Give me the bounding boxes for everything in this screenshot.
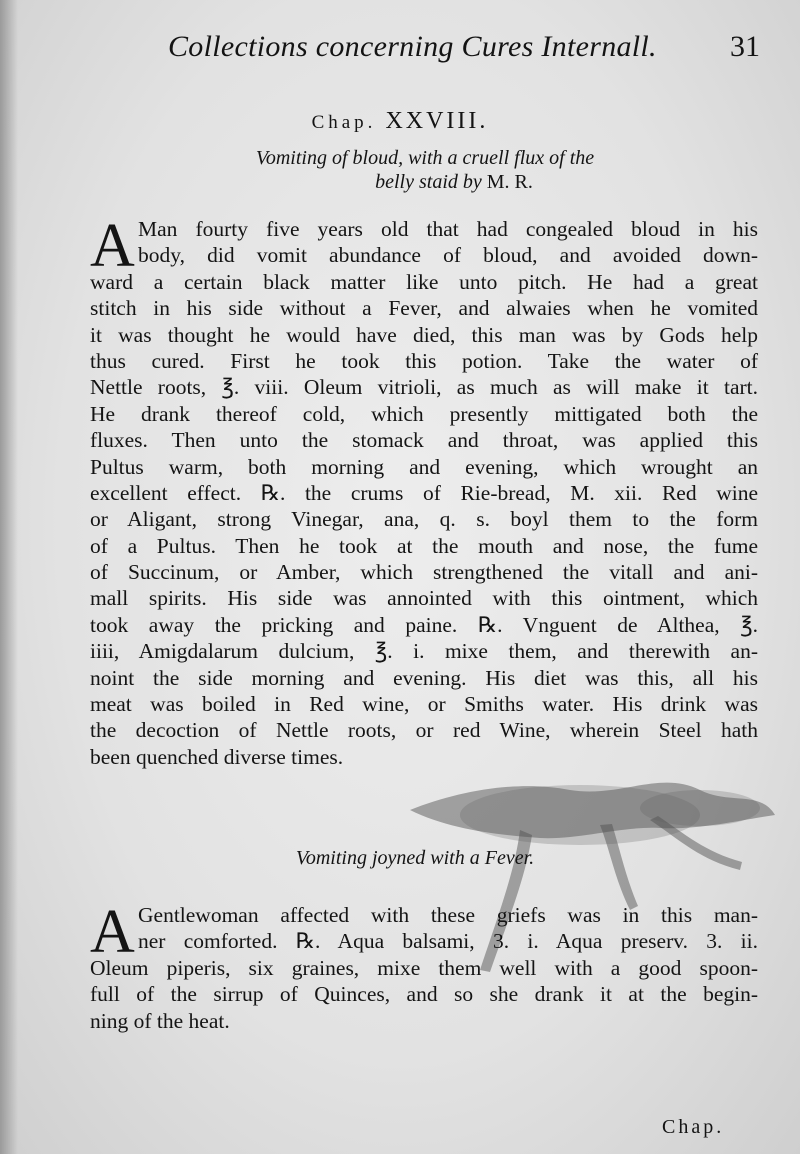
text-line: thus cured. First he took this potion. Take the water of	[90, 348, 758, 373]
chapter-prefix: Chap.	[311, 112, 377, 133]
text-line: of Succinum, or Amber, which strengthened the vitall and ani-	[90, 560, 758, 585]
title-italic-part: belly staid by	[375, 171, 482, 193]
chapter-title-line-1: Vomiting of bloud, with a cruell flux of the	[255, 147, 595, 169]
text-line: meat was boiled in Red wine, or Smiths water. His drink was	[90, 692, 758, 717]
text-line: iiii, Amigdalarum dulcium, ℥. i. mixe them, and therewith an-	[90, 639, 758, 664]
text-line: took away the pricking and paine. ℞. Vnguent de Althea, ℥.	[90, 612, 758, 637]
text-line: the decoction of Nettle roots, or red Wine, wherein Steel hath	[90, 718, 758, 743]
paragraph-section-1	[90, 212, 758, 770]
text-line: or Aligant, strong Vinegar, ana, q. s. boyl them to the form	[90, 507, 758, 532]
text-line: Man fourty five years old that had congealed bloud in his	[138, 217, 758, 241]
text-line: Oleum piperis, six graines, mixe them well with a good spoon-	[90, 955, 758, 980]
text-line: Pultus warm, both morning and evening, which wrought an	[90, 454, 758, 479]
text-line: it was thought he would have died, this man was by Gods help	[90, 322, 758, 347]
chapter-number: XXVIII.	[385, 108, 489, 134]
running-head: Collections concerning Cures Internall.	[168, 30, 657, 63]
text-line: noint the side morning and evening. His diet was this, all his	[90, 665, 758, 690]
text-line: full of the sirrup of Quinces, and so she drank it at the begin-	[90, 982, 758, 1007]
catchword: Chap.	[662, 1116, 725, 1138]
chapter-title-line-2	[0, 171, 800, 194]
text-line: ward a certain black matter like unto pitch. He had a great	[90, 269, 758, 294]
text-line: ner comforted. ℞. Aqua balsami, 3. i. Aqua preserv. 3. ii.	[138, 929, 758, 954]
text-line: excellent effect. ℞. the crums of Rie-bread, M. xii. Red wine	[90, 480, 758, 505]
text-line: He drank thereof cold, which presently mittigated both the	[90, 401, 758, 426]
paragraph-section-2	[90, 898, 758, 1034]
text-line: fluxes. Then unto the stomack and throat, was applied this	[90, 428, 758, 453]
section-subheading: Vomiting joyned with a Fever.	[295, 847, 535, 869]
page-number: 31	[730, 30, 760, 63]
text-line: ning of the heat.	[90, 1008, 230, 1033]
chapter-heading	[0, 108, 800, 135]
text-line: of a Pultus. Then he took at the mouth and nose, the fume	[90, 533, 758, 558]
text-line: body, did vomit abundance of bloud, and avoided down-	[138, 243, 758, 268]
text-line: stitch in his side without a Fever, and alwaies when he vomited	[90, 296, 758, 321]
text-line: been quenched diverse times.	[90, 744, 344, 769]
title-initials: M. R.	[486, 171, 533, 193]
drop-cap: A	[90, 898, 135, 966]
text-line: Gentlewoman affected with these griefs was in this man-	[138, 903, 758, 927]
text-line: mall spirits. His side was annointed with this ointment, which	[90, 586, 758, 611]
text-line: Nettle roots, ℥. viii. Oleum vitrioli, as much as will make it tart.	[90, 375, 758, 400]
drop-cap: A	[90, 212, 135, 280]
